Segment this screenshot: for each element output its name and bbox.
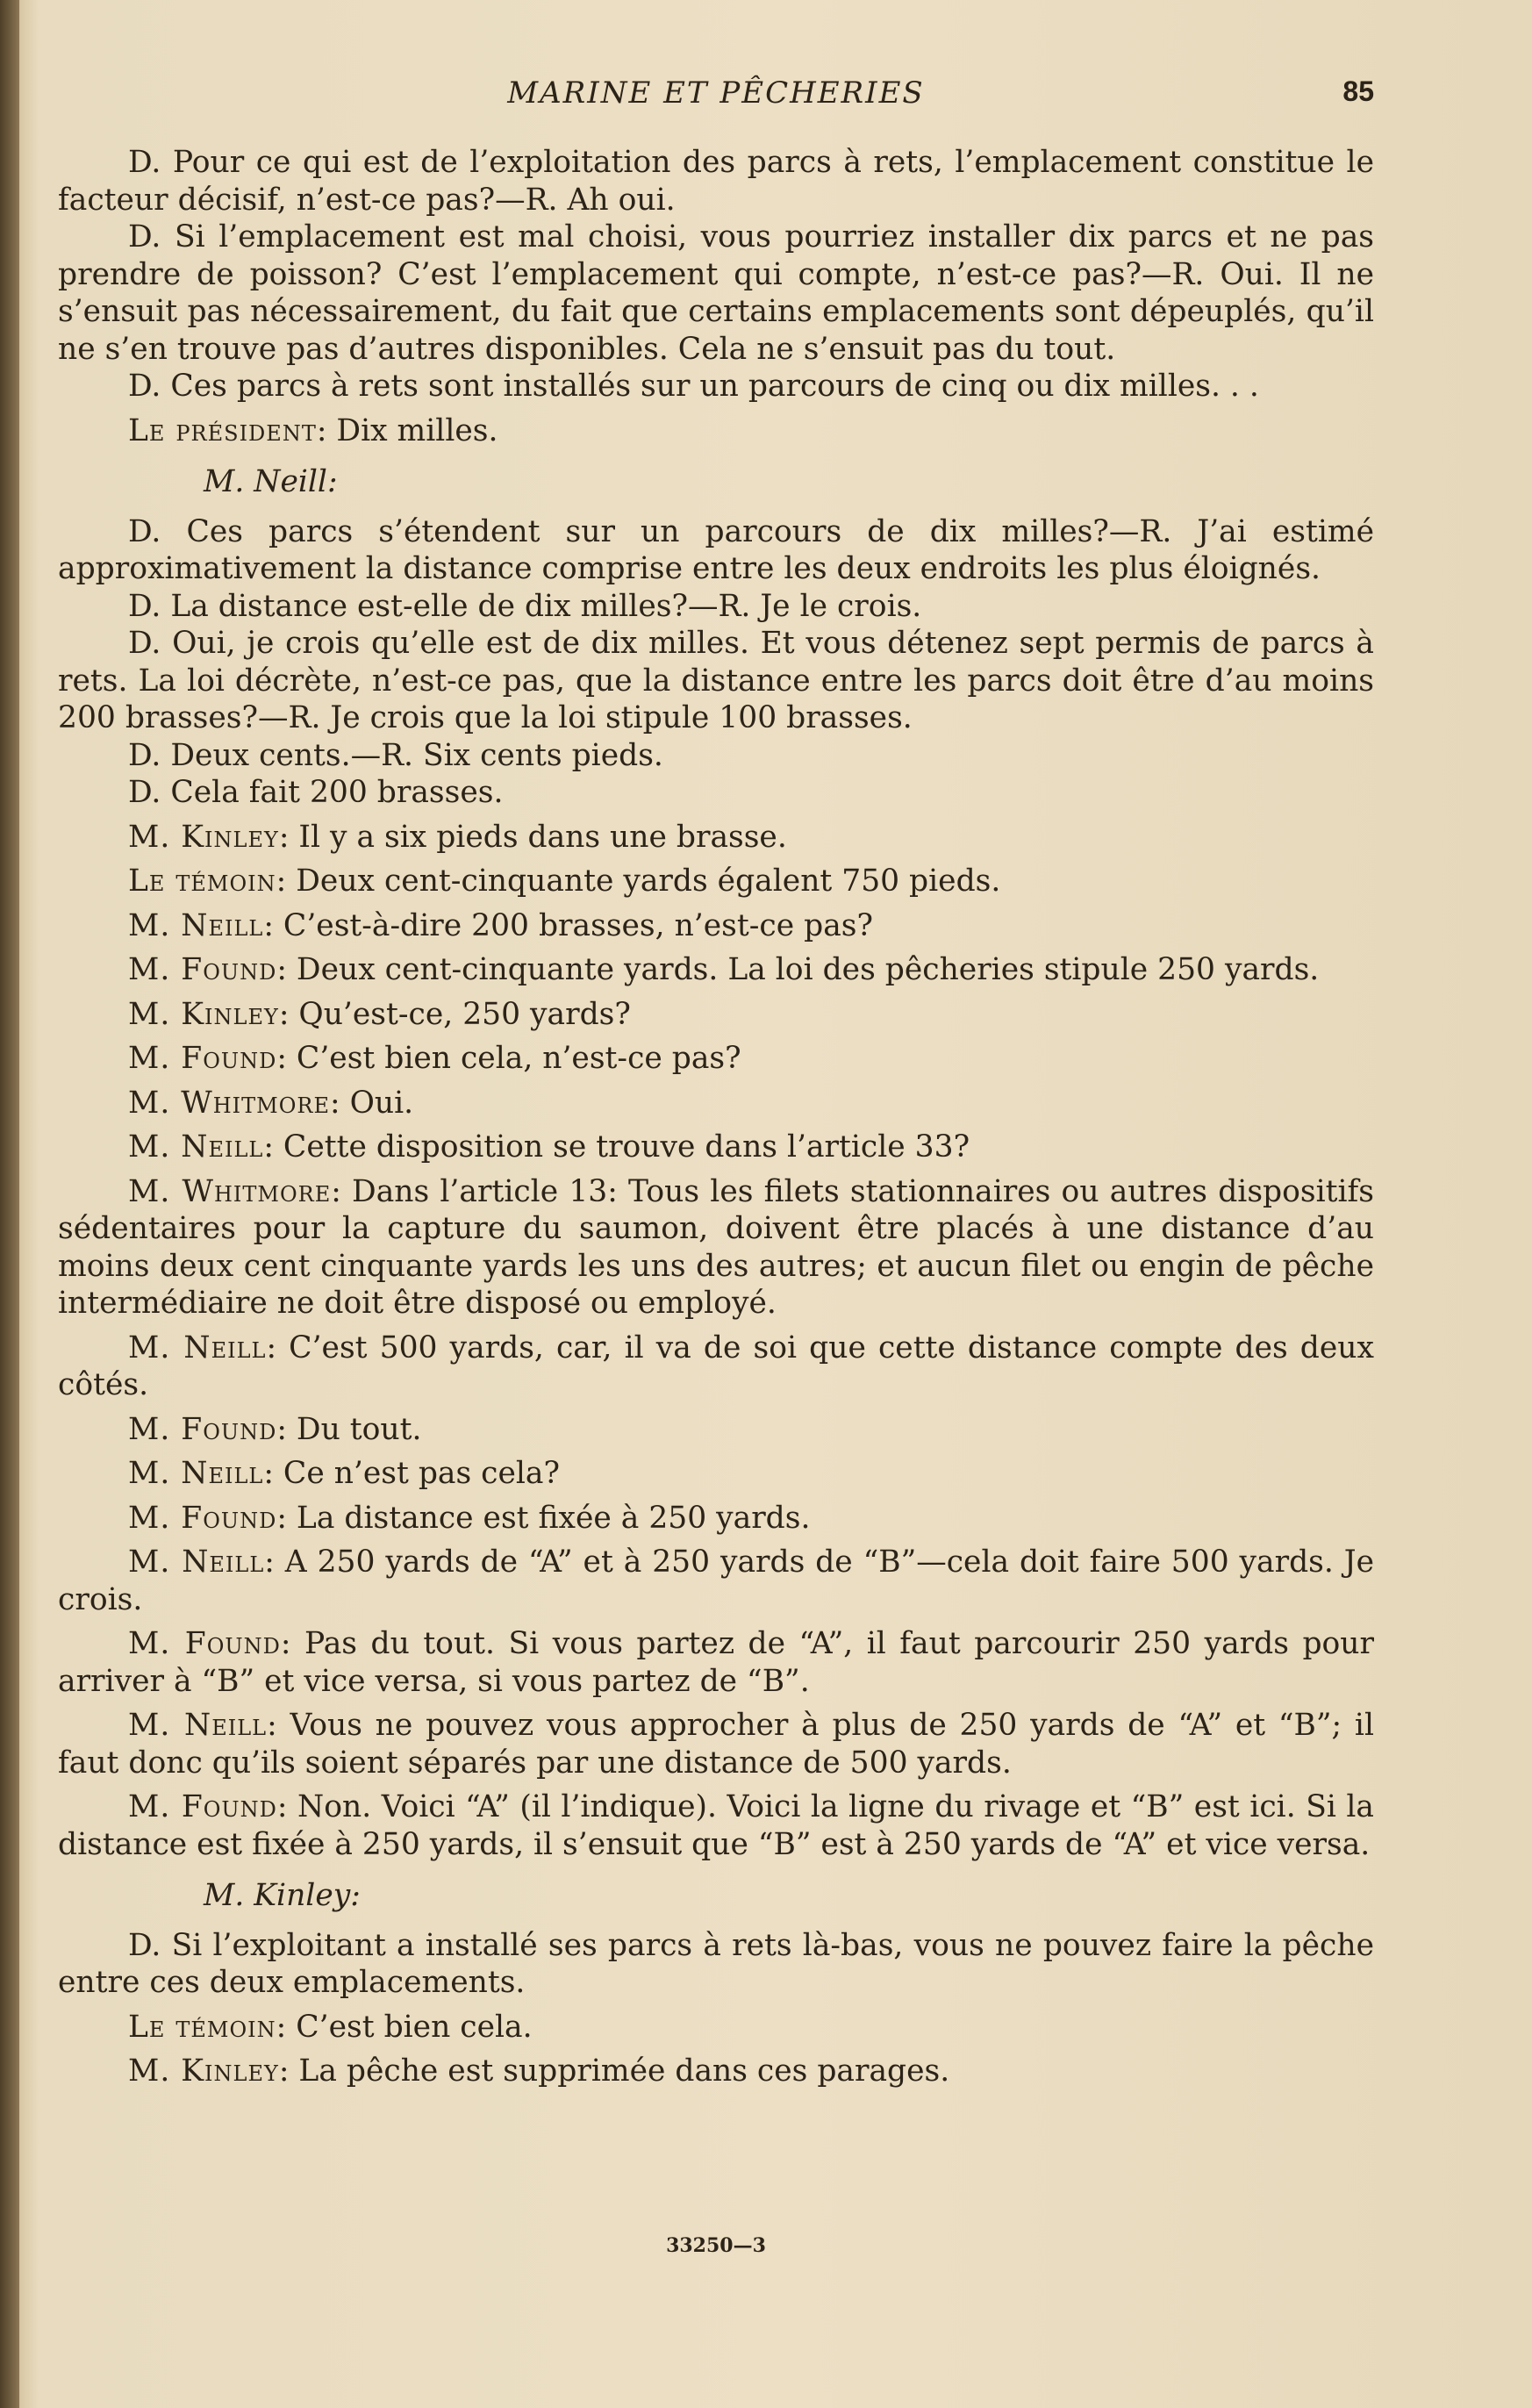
speaker-paragraph [58, 1500, 1374, 1537]
speaker-paragraph [58, 2053, 1374, 2090]
speaker-name: M. Whitmore [128, 1085, 330, 1121]
speaker-colon: : [267, 1708, 277, 1743]
question-answer-paragraph: D. Deux cents.—R. Six cents pieds. [128, 737, 663, 773]
question-answer-paragraph: D. La distance est-elle de dix milles?—R. Je le crois. [128, 588, 922, 624]
running-title: MARINE ET PÊCHERIES [507, 75, 925, 111]
speech-text: Ce n’est pas cela? [273, 1456, 561, 1491]
speaker-name: M. Kinley [128, 996, 279, 1032]
interrogator-heading: M. Neill: [204, 464, 338, 499]
speaker-colon: : [280, 1626, 291, 1661]
speaker-colon: : [263, 1129, 274, 1165]
speaker-colon: : [263, 907, 274, 943]
speech-text: Cette disposition se trouve dans l’article 33? [273, 1129, 970, 1165]
speaker-colon: : [276, 952, 287, 987]
speaker-colon: : [278, 2053, 290, 2089]
speaker-paragraph [58, 1788, 1374, 1863]
speech-text: C’est 500 yards, car, il va de soi que cette distance compte des deux côtés. [58, 1329, 1374, 1402]
speaker-paragraph [58, 951, 1374, 989]
speech-text: La pêche est supprimée dans ces parages. [289, 2053, 950, 2089]
speaker-name: M. Neill [128, 907, 264, 943]
speaker-name: M. Found [128, 1789, 277, 1824]
speaker-paragraph [58, 1040, 1374, 1078]
speaker-paragraph [58, 1544, 1374, 1618]
speaker-name: M. Neill [128, 1456, 264, 1491]
question-answer-paragraph: D. Cela fait 200 brasses. [128, 775, 504, 810]
speech-text: Deux cent-cinquante yards égalent 750 pieds. [286, 864, 1001, 899]
speaker-paragraph [58, 1085, 1374, 1122]
page-number: 85 [1342, 75, 1374, 107]
speaker-paragraph [58, 1173, 1374, 1322]
interrogator-heading: M. Kinley: [204, 1878, 361, 1913]
speaker-name: M. Found [128, 1500, 277, 1536]
speaker-colon: : [266, 1329, 277, 1365]
speech-text: C’est-à-dire 200 brasses, n’est-ce pas? [273, 907, 873, 943]
speaker-colon: : [276, 864, 287, 899]
page-header [58, 75, 1374, 116]
speaker-paragraph [58, 907, 1374, 945]
speaker-colon: : [278, 996, 290, 1032]
speaker-colon: : [276, 1500, 287, 1536]
speaker-name: M. Whitmore [128, 1173, 332, 1209]
printer-signature: 33250—3 [666, 2234, 766, 2257]
page-body [58, 144, 1374, 2090]
speaker-colon: : [316, 412, 327, 448]
speaker-name: M. Neill [128, 1129, 264, 1165]
book-spine-shadow [0, 0, 19, 2408]
question-answer-paragraph: D. Si l’exploitant a installé ses parcs à rets là-bas, vous ne pouvez faire la pêche entre ces deux emplacements. [58, 1927, 1374, 2000]
speaker-colon: : [276, 2009, 287, 2045]
speaker-paragraph [58, 2009, 1374, 2046]
speech-text: A 250 yards de “A” et à 250 yards de “B”—cela doit faire 500 yards. Je crois. [58, 1544, 1374, 1617]
speaker-colon: : [276, 1789, 288, 1824]
speech-text: Dans l’article 13: Tous les filets stationnaires ou autres dispositifs sédentaires pour la capture du saumon, doivent être placés à une distance d’au moins deux cent cinquante yards les uns des autres; et aucun filet ou engin de pêche intermédiaire ne doit être disposé ou employé. [58, 1173, 1374, 1321]
question-answer-paragraph: D. Si l’emplacement est mal choisi, vous pourriez installer dix parcs et ne pas prendre de poisson? C’est l’emplacement qui compte, n’est-ce pas?—R. Oui. Il ne s’ensuit pas nécessairement, du fait que certains emplacements sont dépeuplés, qu’il ne s’en trouve pas d’autres disponibles. Cela ne s’ensuit pas du tout. [58, 219, 1374, 367]
speaker-paragraph [58, 863, 1374, 900]
speaker-name: M. Kinley [128, 2053, 279, 2089]
speaker-name: Le témoin [128, 864, 276, 899]
speaker-colon: : [278, 819, 290, 855]
speech-text: Dix milles. [326, 412, 498, 448]
speech-text: Oui. [340, 1085, 414, 1121]
speaker-name: M. Found [128, 1041, 277, 1076]
speaker-name: M. Found [128, 1411, 277, 1447]
speaker-paragraph [58, 1625, 1374, 1700]
speaker-name: M. Kinley [128, 819, 279, 855]
speaker-name: M. Found [128, 952, 277, 987]
speaker-paragraph [58, 996, 1374, 1034]
speech-text: C’est bien cela, n’est-ce pas? [286, 1041, 741, 1076]
speech-text: Qu’est-ce, 250 yards? [289, 996, 631, 1032]
speaker-name: Le président [128, 412, 317, 448]
speech-text: Deux cent-cinquante yards. La loi des pêcheries stipule 250 yards. [286, 952, 1320, 987]
speech-text: Vous ne pouvez vous approcher à plus de 250 yards de “A” et “B”; il faut donc qu’ils soient séparés par une distance de 500 yards. [58, 1708, 1374, 1781]
speaker-colon: : [276, 1041, 287, 1076]
speaker-name: Le témoin [128, 2009, 276, 2045]
speaker-paragraph [58, 819, 1374, 856]
speech-text: Pas du tout. Si vous partez de “A”, il faut parcourir 250 yards pour arriver à “B” et vice versa, si vous partez de “B”. [58, 1626, 1375, 1699]
speaker-paragraph [58, 412, 1374, 450]
speaker-paragraph [58, 1411, 1374, 1449]
speaker-name: M. Found [128, 1626, 281, 1661]
question-answer-paragraph: D. Ces parcs s’étendent sur un parcours de dix milles?—R. J’ai estimé approximativement la distance comprise entre les deux endroits les plus éloignés. [58, 513, 1374, 586]
speaker-colon: : [264, 1544, 275, 1580]
speaker-name: M. Neill [128, 1544, 265, 1580]
speaker-paragraph [58, 1129, 1374, 1166]
speaker-colon: : [329, 1085, 340, 1121]
question-answer-paragraph: D. Ces parcs à rets sont installés sur un parcours de cinq ou dix milles. . . [128, 369, 1259, 404]
speaker-paragraph [58, 1455, 1374, 1493]
speech-text: Il y a six pieds dans une brasse. [289, 819, 787, 855]
speaker-paragraph [58, 1707, 1374, 1781]
speech-text: La distance est fixée à 250 yards. [286, 1500, 811, 1536]
speaker-name: M. Neill [128, 1708, 268, 1743]
speaker-colon: : [331, 1173, 341, 1209]
speech-text: C’est bien cela. [286, 2009, 533, 2045]
speaker-paragraph [58, 1329, 1374, 1404]
speech-text: Du tout. [286, 1411, 422, 1447]
speaker-colon: : [276, 1411, 287, 1447]
speech-text: Non. Voici “A” (il l’indique). Voici la ligne du rivage et “B” est ici. Si la distance est fixée à 250 yards, il s’ensuit que “B” est à 250 yards de “A” et vice versa. [58, 1789, 1374, 1862]
speaker-name: M. Neill [128, 1329, 267, 1365]
question-answer-paragraph: D. Pour ce qui est de l’exploitation des parcs à rets, l’emplacement constitue le facteur décisif, n’est-ce pas?—R. Ah oui. [58, 145, 1374, 218]
speaker-colon: : [263, 1456, 274, 1491]
question-answer-paragraph: D. Oui, je crois qu’elle est de dix milles. Et vous détenez sept permis de parcs à rets. La loi décrète, n’est-ce pas, que la distance entre les parcs doit être d’au moins 200 brasses?—R. Je crois que la loi stipule 100 brasses. [58, 626, 1374, 735]
